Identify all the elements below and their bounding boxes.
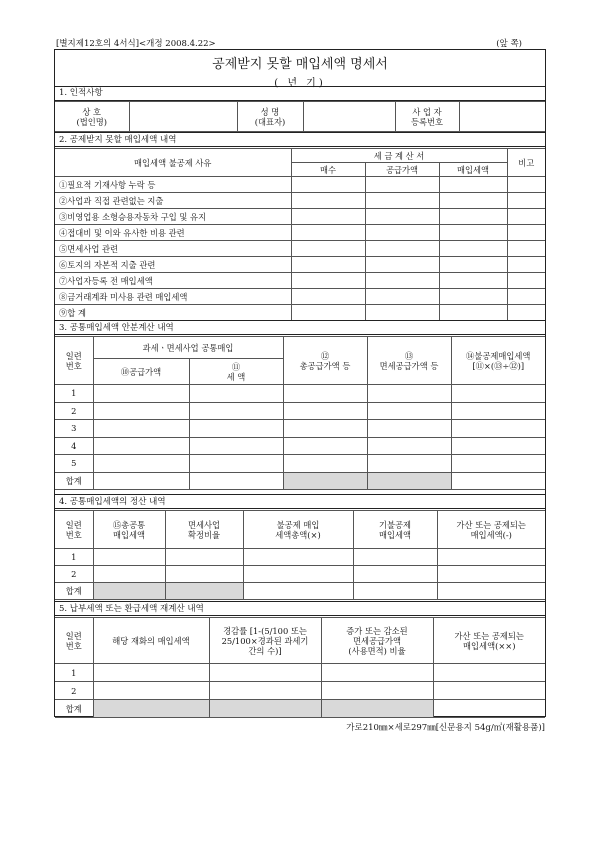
- serial-cell: 1: [55, 385, 93, 403]
- page-side: (앞 쪽): [496, 39, 522, 49]
- col-exempt-supply: ⑬ 면세공급가액 등: [367, 337, 451, 385]
- page-title: 공제받지 못할 매입세액 명세서: [212, 57, 388, 72]
- serial-cell: 2: [55, 566, 93, 583]
- section4-table: [55, 510, 545, 600]
- reason-row: ⑦사업자등록 전 매입세액: [55, 273, 291, 289]
- col-note: 비고: [507, 149, 545, 177]
- col-serial: 일련 번호: [55, 618, 93, 664]
- serial-cell: 2: [55, 402, 93, 420]
- section3-heading: 3. 공통매입세액 안분계산 내역: [55, 320, 545, 335]
- col-serial: 일련 번호: [55, 337, 93, 385]
- col-total-common-tax: ⑮총공통 매입세액: [93, 511, 165, 549]
- total-row: ⑨합 계: [55, 305, 291, 321]
- rep-field[interactable]: [303, 102, 395, 132]
- form-number: [별지제12호의 4서식]<개정 2008.4.22>: [56, 39, 216, 49]
- section5-table: [55, 617, 545, 718]
- serial-cell: 1: [55, 549, 93, 566]
- section1-table: [55, 101, 545, 132]
- reason-row: ⑧금거래계좌 미사용 관련 매입세액: [55, 289, 291, 305]
- reason-row: ②사업과 직접 관련없는 지출: [55, 193, 291, 209]
- serial-cell: 2: [55, 682, 93, 700]
- form-frame: [54, 49, 546, 717]
- serial-cell: 5: [55, 455, 93, 473]
- section2-table: [55, 148, 545, 321]
- serial-cell: 3: [55, 420, 93, 438]
- section5-heading: 5. 납부세액 또는 환급세액 재계산 내역: [55, 601, 545, 616]
- section3-table: [55, 336, 545, 490]
- col-nondeductible-total: 불공제 매입 세액총액(×): [243, 511, 353, 549]
- col-tax: 매입세액: [439, 163, 507, 177]
- col-reduction-rate: 경감률 [1-(5/100 또는 25/100×경과된 과세기 간의 수)]: [209, 618, 321, 664]
- col-serial: 일련 번호: [55, 511, 93, 549]
- col-adjusted-tax: 가산 또는 공제되는 매입세액(-): [437, 511, 545, 549]
- name-field[interactable]: [129, 102, 237, 132]
- col-prior-nondeductible: 기불공제 매입세액: [353, 511, 437, 549]
- col-count: 매수: [291, 163, 365, 177]
- serial-cell: 1: [55, 664, 93, 682]
- biz-field[interactable]: [459, 102, 545, 132]
- col-tax-amount: ⑪ 세 액: [189, 359, 283, 385]
- reason-row: ③비영업용 소형승용자동차 구입 및 유지: [55, 209, 291, 225]
- col-ratio-change: 증가 또는 감소된 면세공급가액 (사용면적) 비율: [321, 618, 433, 664]
- col-supply-value: ⑩공급가액: [93, 359, 189, 385]
- col-tax-invoice: 세 금 계 산 서: [291, 149, 507, 163]
- col-total-supply: ⑫ 총공급가액 등: [283, 337, 367, 385]
- reason-row: ①필요적 기재사항 누락 등: [55, 177, 291, 193]
- col-item-tax: 해당 재화의 매입세액: [93, 618, 209, 664]
- reason-row: ⑥토지의 자본적 지출 관련: [55, 257, 291, 273]
- section4-heading: 4. 공통매입세액의 정산 내역: [55, 494, 545, 509]
- period-subtitle: ( 년 기): [274, 78, 326, 89]
- rep-label: 성 명 (대표자): [237, 102, 303, 132]
- reason-row: ④접대비 및 이와 유사한 비용 관련: [55, 225, 291, 241]
- form-header: [56, 37, 544, 49]
- col-supply: 공급가액: [365, 163, 439, 177]
- col-reason: 매입세액 불공제 사유: [55, 149, 291, 177]
- total-cell: 합계: [55, 700, 93, 718]
- col-exempt-ratio: 면세사업 확정비율: [165, 511, 243, 549]
- title-block: [55, 50, 545, 87]
- total-cell: 합계: [55, 583, 93, 600]
- col-common-purchase: 과세ㆍ면세사업 공통매입: [93, 337, 283, 359]
- biz-label: 사 업 자 등록번호: [395, 102, 459, 132]
- paper-spec: 가로210㎜×세로297㎜[신문용지 54g/㎡(재활용품)]: [346, 723, 545, 733]
- name-label: 상 호 (법인명): [55, 102, 129, 132]
- reason-row: ⑤면세사업 관련: [55, 241, 291, 257]
- section2-heading: 2. 공제받지 못할 매입세액 내역: [55, 132, 545, 147]
- col-nondeductible: ⑭불공제매입세액 [⑪×(⑬÷⑫)]: [451, 337, 545, 385]
- total-cell: 합계: [55, 472, 93, 490]
- col-adjusted-tax: 가산 또는 공제되는 매입세액(××): [433, 618, 545, 664]
- serial-cell: 4: [55, 437, 93, 455]
- section1-heading: 1. 인적사항: [55, 86, 545, 101]
